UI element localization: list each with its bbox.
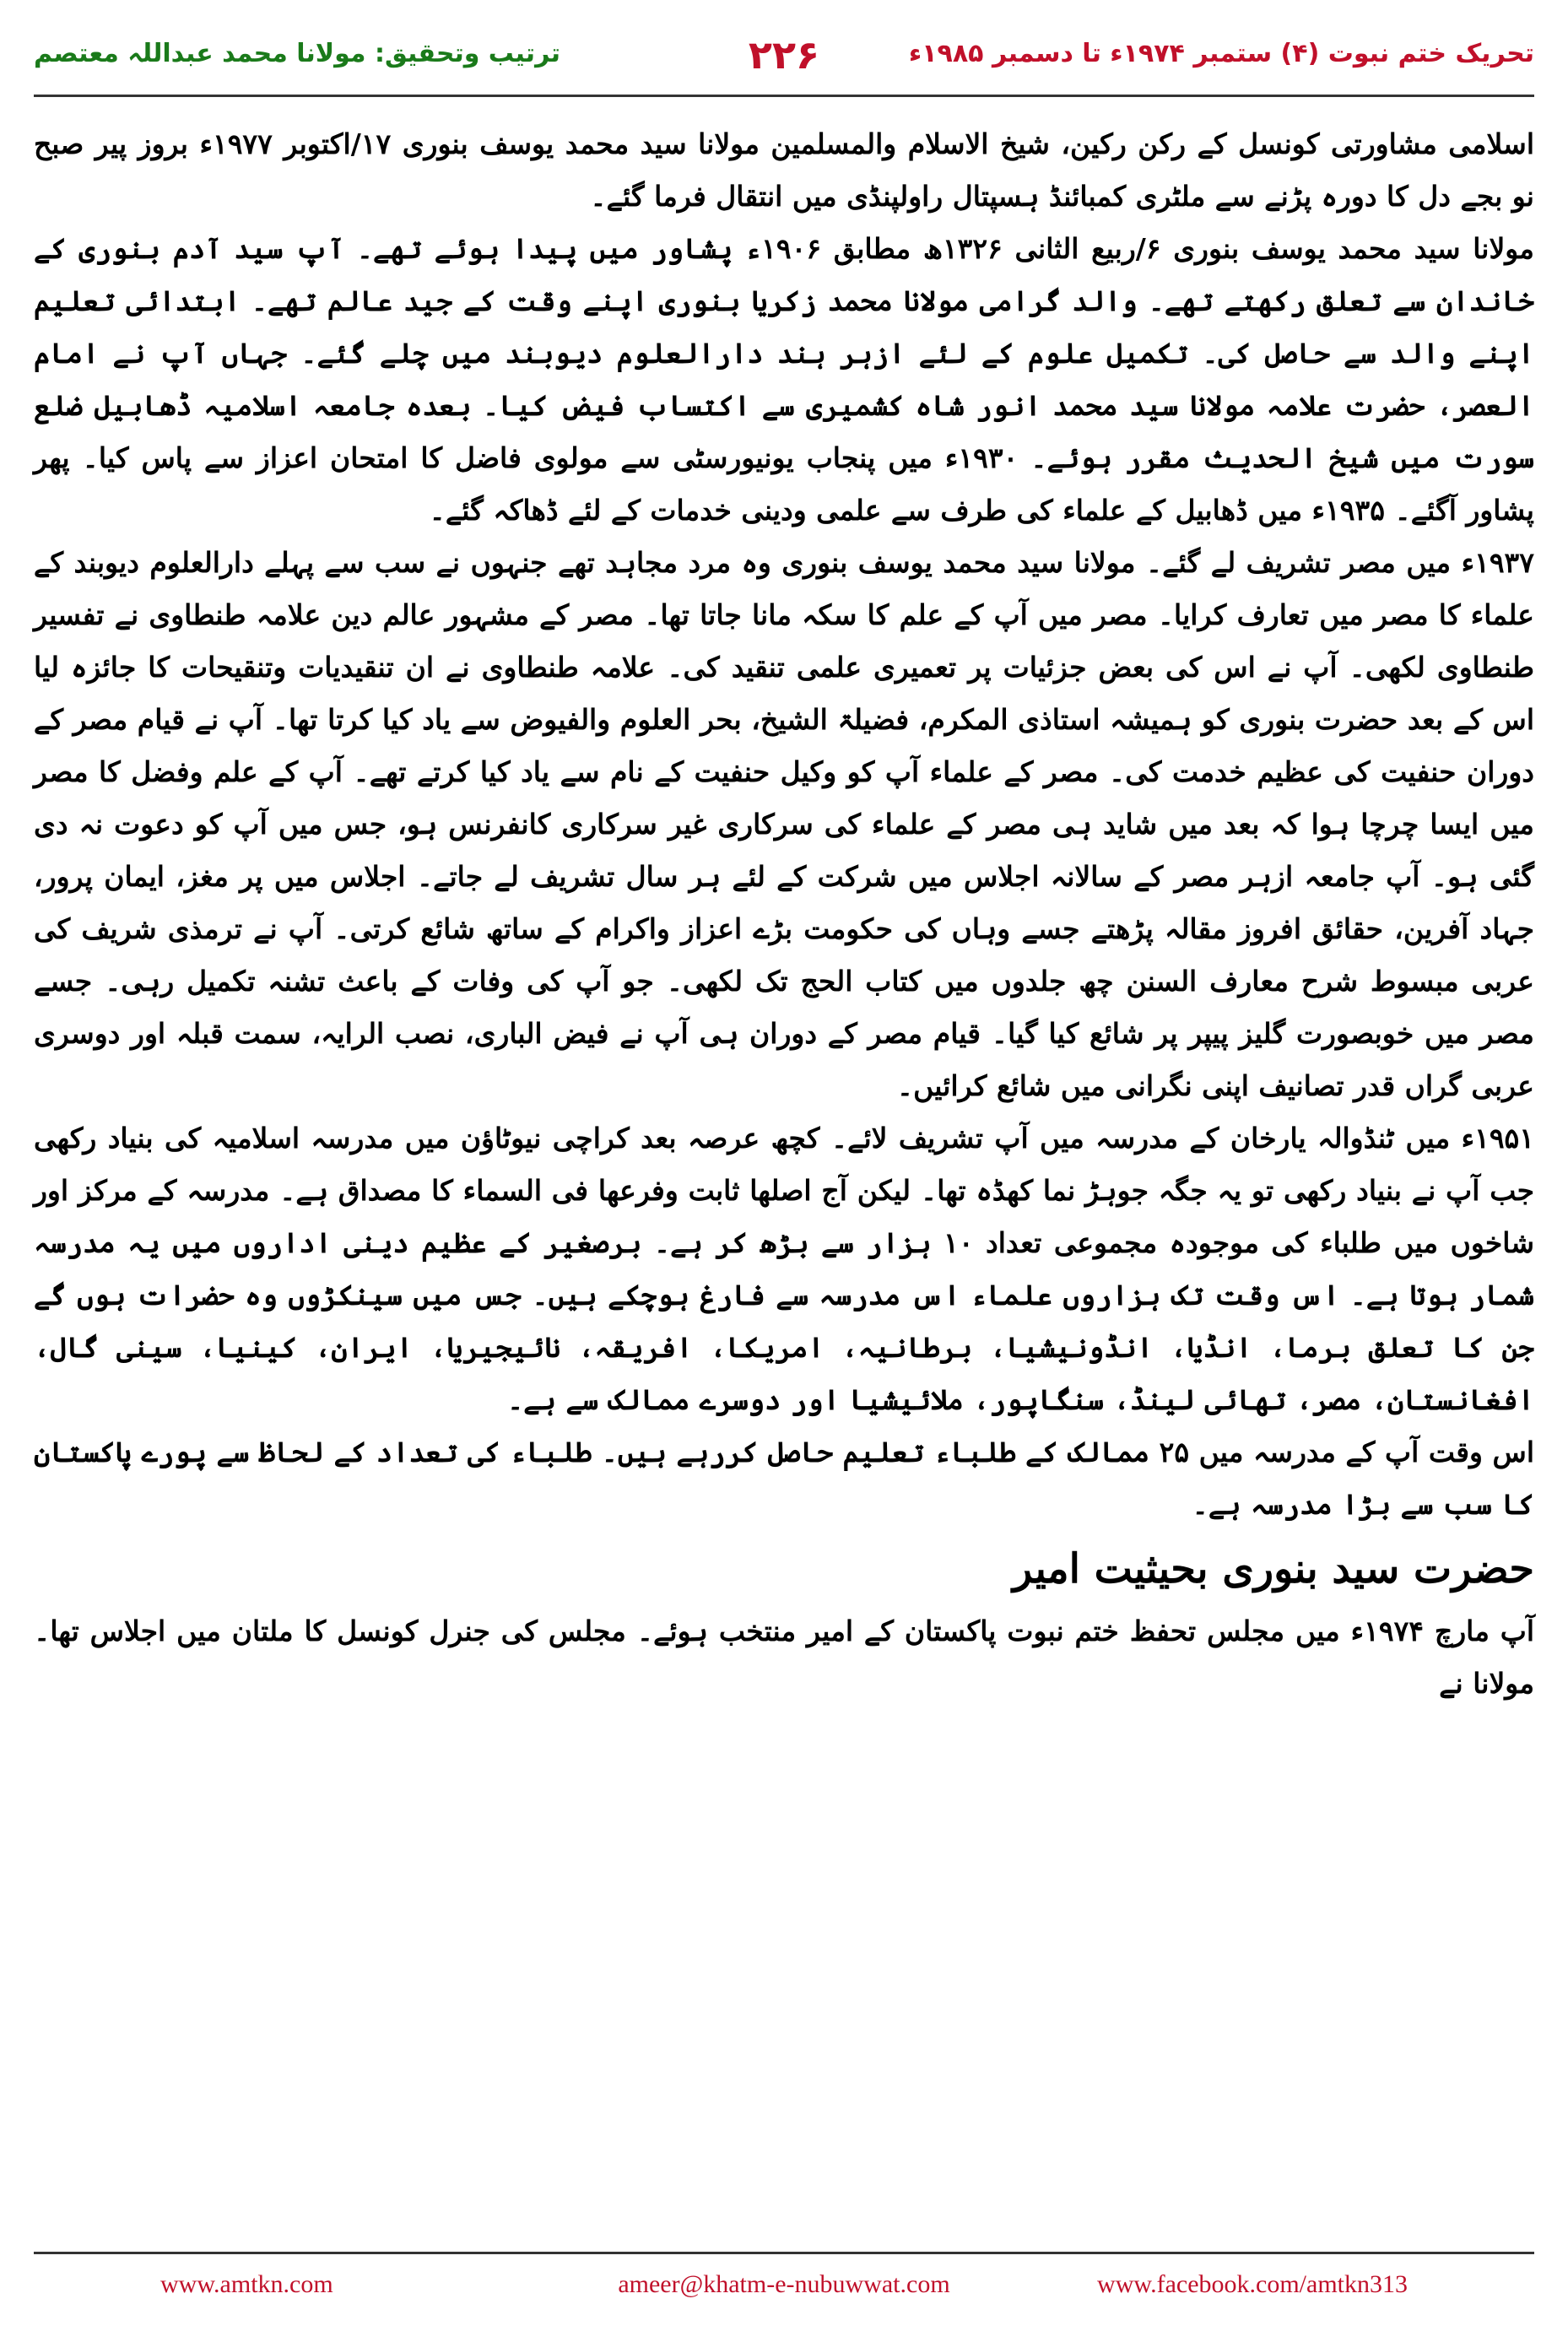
footer-facebook-link[interactable]: www.facebook.com/amtkn313	[1097, 2270, 1408, 2298]
paragraph-3: ۱۹۳۷ء میں مصر تشریف لے گئے۔ مولانا سید محمد یوسف بنوری وہ مرد مجاہد تھے جنہوں نے سب سے پہلے دارالعلوم دیوبند کے علماء کا مصر میں تعارف کرایا۔ مصر میں آپ کے علم کا سکہ مانا جاتا تھا۔ مصر کے مشہور عالم دین علامہ طنطاوی نے تفسیر طنطاوی لکھی۔ آپ نے اس کی بعض جزئیات پر تعمیری علمی تنقید کی۔ علامہ طنطاوی نے ان تنقیدیات وتنقیحات کا جائزہ لیا اس کے بعد حضرت بنوری کو ہمیشہ استاذی المکرم، فضیلۃ الشیخ، بحر العلوم والفیوض سے یاد کیا کرتا تھا۔ آپ نے قیام مصر کے دوران حنفیت کی عظیم خدمت کی۔ مصر کے علماء آپ کو وکیل حنفیت کے نام سے یاد کیا کرتے تھے۔ آپ کے علم وفضل کا مصر میں ایسا چرچا ہوا کہ بعد میں شاید ہی مصر کے علماء کی سرکاری غیر سرکاری کانفرنس ہو، جس میں آپ کو دعوت نہ دی گئی ہو۔ آپ جامعہ ازہر مصر کے سالانہ اجلاس میں شرکت کے لئے ہر سال تشریف لے جاتے۔ اجلاس میں پر مغز، ایمان پرور، جہاد آفرین، حقائق افروز مقالہ پڑھتے جسے وہاں کی حکومت بڑے اعزاز واکرام کے ساتھ شائع کرتی۔ آپ نے ترمذی شریف کی عربی مبسوط شرح معارف السنن چھ جلدوں میں کتاب الحج تک لکھی۔ جو آپ کی وفات کے باعث تشنہ تکمیل رہی۔ جسے مصر میں خوبصورت گلیز پیپر پر شائع کیا گیا۔ قیام مصر کے دوران ہی آپ نے فیض الباری، نصب الرایہ، سمت قبلہ اور دوسری عربی گراں قدر تصانیف اپنی نگرانی میں شائع کرائیں۔	[34, 546, 1534, 1102]
article-body	[34, 118, 1534, 1710]
paragraph-6: آپ مارچ ۱۹۷۴ء میں مجلس تحفظ ختم نبوت پاکستان کے امیر منتخب ہوئے۔ مجلس کی جنرل کونسل کا ملتان میں اجلاس تھا۔ مولانا نے	[34, 1615, 1534, 1700]
header-author: ترتیب وتحقیق: مولانا محمد عبداللہ معتصم	[34, 39, 560, 68]
page-number: ۲۲۶	[748, 32, 820, 78]
paragraph-4: ۱۹۵۱ء میں ٹنڈوالہ یارخان کے مدرسہ میں آپ تشریف لائے۔ کچھ عرصہ بعد کراچی نیوٹاؤن میں مدرسہ اسلامیہ کی بنیاد رکھی جب آپ نے بنیاد رکھی تو یہ جگہ جوہڑ نما کھڈہ تھا۔ لیکن آج اصلھا ثابت وفرعھا فی السماء کا مصداق ہے۔ مدرسہ کے مرکز اور شاخوں میں طلباء کی موجودہ مجموعی تعداد ۱۰ ہزار سے بڑھ کر ہے۔ برصغیر کے عظیم دینی اداروں میں یہ مدرسہ شمار ہوتا ہے۔ اس وقت تک ہزاروں علماء اس مدرسہ سے فارغ ہوچکے ہیں۔ جس میں سینکڑوں وہ حضرات ہوں گے جن کا تعلق برما، انڈیا، انڈونیشیا، برطانیہ، امریکا، افریقہ، نائیجیریا، ایران، کینیا، سینی گال، افغانستان، مصر، تھائی لینڈ، سنگاپور، ملائیشیا اور دوسرے ممالک سے ہے۔	[34, 1122, 1534, 1416]
paragraph-1: اسلامی مشاورتی کونسل کے رکن رکین، شیخ الاسلام والمسلمین مولانا سید محمد یوسف بنوری ۱۷/اکتوبر ۱۹۷۷ء بروز پیر صبح نو بجے دل کا دورہ پڑنے سے ملٹری کمبائنڈ ہسپتال راولپنڈی میں انتقال فرما گئے۔	[34, 127, 1534, 213]
footer-divider	[34, 2252, 1534, 2254]
paragraph-2: مولانا سید محمد یوسف بنوری ۶/ربیع الثانی ۱۳۲۶ھ مطابق ۱۹۰۶ء پشاور میں پیدا ہوئے تھے۔ آپ سید آدم بنوری کے خاندان سے تعلق رکھتے تھے۔ والد گرامی مولانا محمد زکریا بنوری اپنے وقت کے جید عالم تھے۔ ابتدائی تعلیم اپنے والد سے حاصل کی۔ تکمیل علوم کے لئے ازہر ہند دارالعلوم دیوبند میں چلے گئے۔ جہاں آپ نے امام العصر، حضرت علامہ مولانا سید محمد انور شاہ کشمیری سے اکتساب فیض کیا۔ بعدہ جامعہ اسلامیہ ڈھابیل ضلع سورت میں شیخ الحدیث مقرر ہوئے۔ ۱۹۳۰ء میں پنجاب یونیورسٹی سے مولوی فاضل کا امتحان اعزاز سے پاس کیا۔ پھر پشاور آگئے۔ ۱۹۳۵ء میں ڈھابیل کے علماء کی طرف سے علمی ودینی خدمات کے لئے ڈھاکہ گئے۔	[34, 232, 1534, 527]
footer-email-link[interactable]: ameer@khatm-e-nubuwwat.com	[618, 2270, 950, 2298]
page-footer	[34, 2270, 1534, 2304]
footer-website-link[interactable]: www.amtkn.com	[160, 2270, 333, 2298]
paragraph-5: اس وقت آپ کے مدرسہ میں ۲۵ ممالک کے طلباء تعلیم حاصل کررہے ہیں۔ طلباء کی تعداد کے لحاظ سے پورے پاکستان کا سب سے بڑا مدرسہ ہے۔	[34, 1436, 1534, 1521]
header-divider	[34, 95, 1534, 97]
header-book-title: تحریک ختم نبوت (۴) ستمبر ۱۹۷۴ء تا دسمبر ۱۹۸۵ء	[908, 39, 1534, 68]
section-heading: حضرت سید بنوری بحیثیت امیر	[1012, 1545, 1534, 1593]
page-header	[34, 32, 1534, 83]
